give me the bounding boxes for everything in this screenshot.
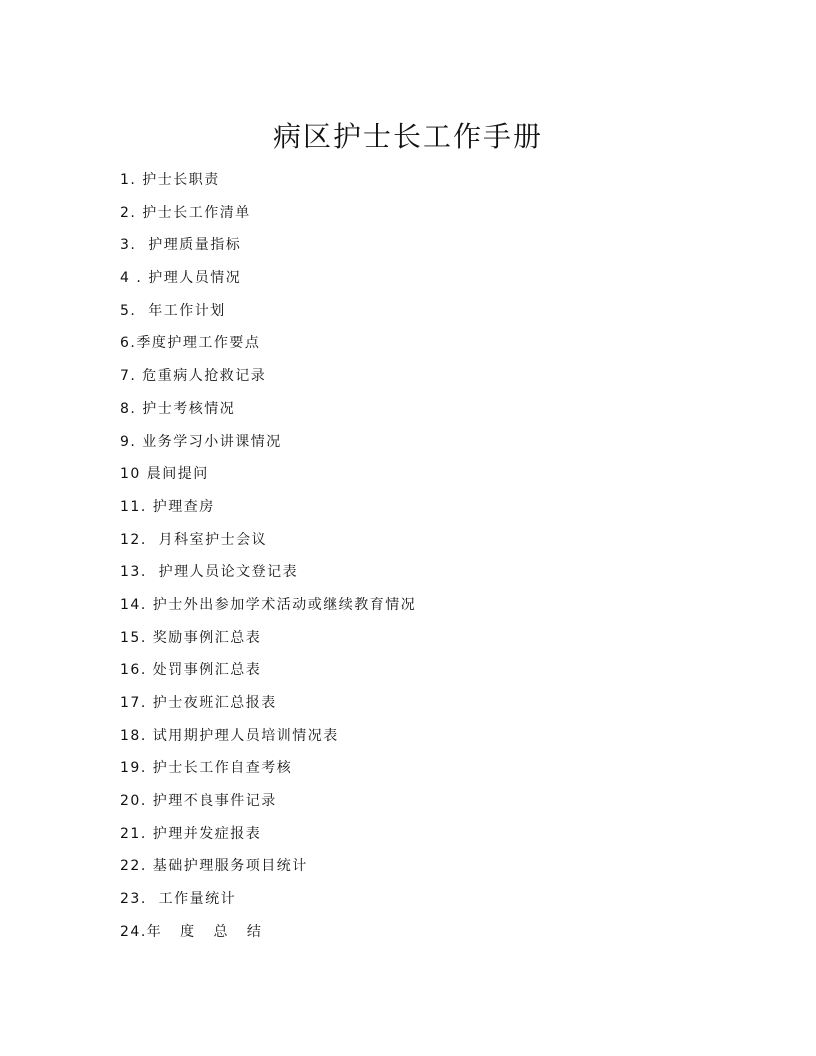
- toc-item: 10 晨间提问: [120, 466, 209, 483]
- toc-item: 5. 年工作计划: [120, 302, 226, 319]
- toc-item: 2. 护士长工作清单: [120, 204, 251, 221]
- toc-item: 18. 试用期护理人员培训情况表: [120, 727, 339, 744]
- toc-item: 20. 护理不良事件记录: [120, 793, 277, 810]
- toc-item: 15. 奖励事例汇总表: [120, 629, 262, 646]
- toc-item: 17. 护士夜班汇总报表: [120, 695, 277, 711]
- toc-item: 23. 工作量统计: [120, 891, 237, 908]
- toc-item: 9. 业务学习小讲课情况: [120, 433, 282, 450]
- toc-item: 14. 护士外出参加学术活动或继续教育情况: [120, 596, 417, 613]
- toc-item: 16. 处罚事例汇总表: [120, 662, 262, 679]
- toc-item: 4 . 护理人员情况: [120, 270, 242, 287]
- toc-item: 3. 护理质量指标: [120, 237, 242, 254]
- toc-item: 11. 护理查房: [120, 498, 215, 515]
- toc-item: 12. 月科室护士会议: [120, 531, 268, 548]
- toc-item: 19. 护士长工作自查考核: [120, 760, 293, 777]
- toc-item: 21. 护理并发症报表: [120, 825, 262, 842]
- toc-item: 22. 基础护理服务项目统计: [120, 858, 308, 875]
- table-of-contents: [120, 168, 416, 953]
- toc-item: 7. 危重病人抢救记录: [120, 368, 267, 385]
- toc-item: 13. 护理人员论文登记表: [120, 564, 299, 581]
- toc-item: 1. 护士长职责: [120, 172, 220, 188]
- toc-item: 8. 护士考核情况: [120, 400, 236, 417]
- toc-item: 6.季度护理工作要点: [120, 335, 261, 352]
- document-title: 病区护士长工作手册: [272, 119, 543, 153]
- toc-item: 24.年 度 总 结: [120, 923, 263, 940]
